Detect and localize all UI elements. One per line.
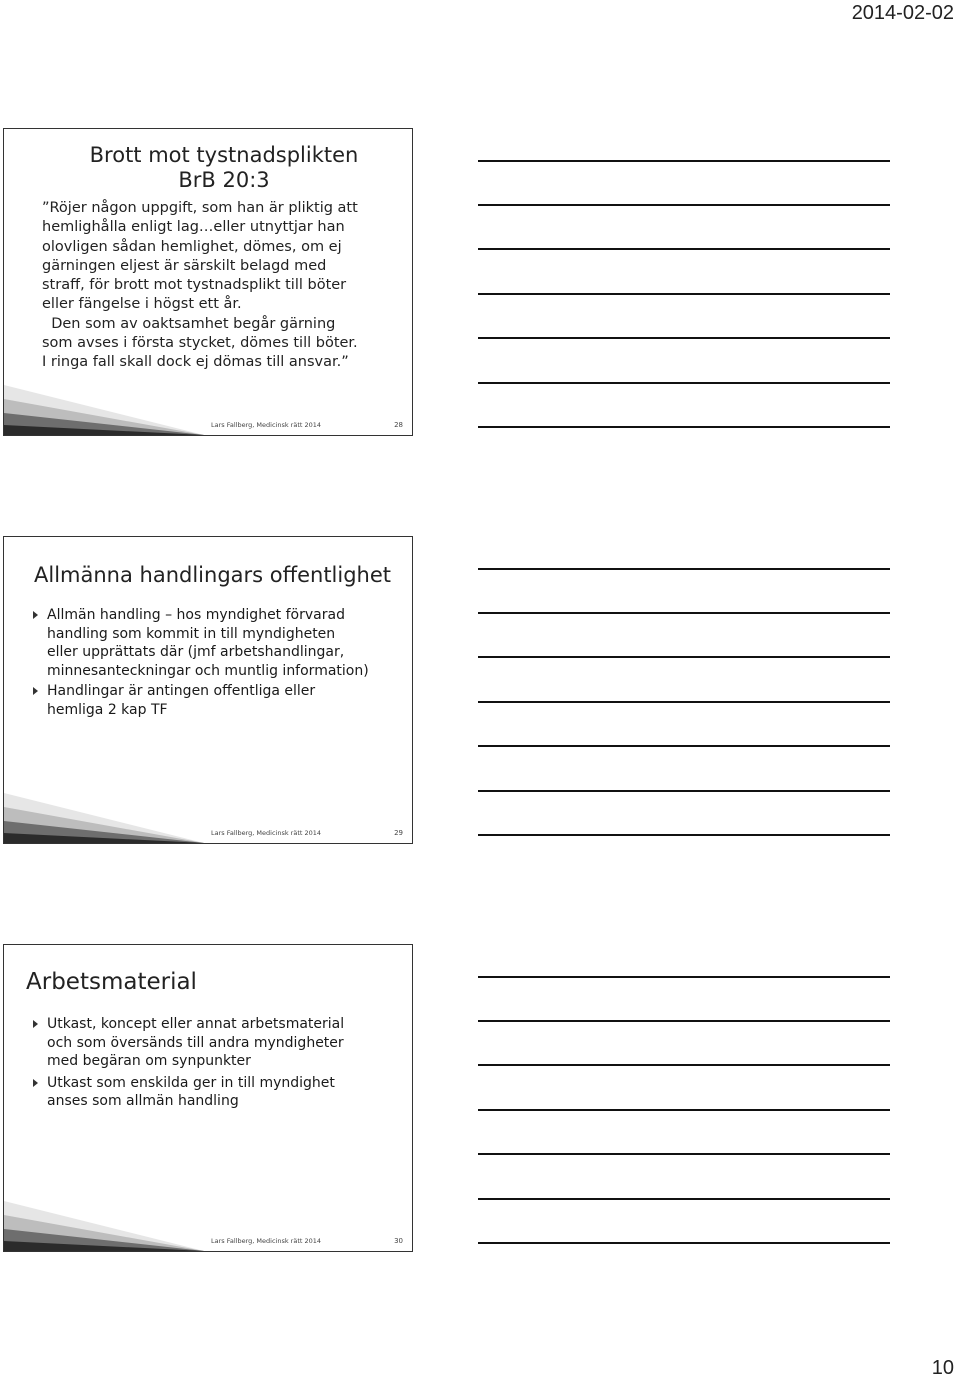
bullet-line: anses som allmän handling (47, 1093, 239, 1109)
slide-footer: Lars Fallberg, Medicinsk rätt 2014 (211, 421, 322, 429)
list-item (30, 1074, 380, 1111)
slide-28 (3, 128, 413, 436)
bullet-line: hemliga 2 kap TF (47, 701, 168, 718)
note-line (478, 745, 890, 747)
triangle-bullet-icon (33, 611, 38, 619)
note-line (478, 293, 890, 295)
note-line (478, 790, 890, 792)
slide-footer: Lars Fallberg, Medicinsk rätt 2014 (211, 1237, 322, 1245)
slide-title (4, 143, 413, 193)
quote-line: ”Röjer någon uppgift, som han är pliktig att (42, 200, 358, 216)
note-line (478, 382, 890, 384)
bullet-list (30, 606, 380, 719)
bullet-line: och som översänds till andra myndigheter (47, 1034, 344, 1051)
slide-29 (3, 536, 413, 844)
slide-number: 29 (394, 829, 403, 837)
quote-line: hemlighålla enligt lag…eller utnyttjar han (42, 219, 345, 236)
note-line (478, 1153, 890, 1155)
note-line (478, 426, 890, 428)
slide-title: Allmänna handlingars offentlighet (34, 563, 392, 587)
triangle-bullet-icon (33, 1079, 38, 1087)
bullet-line: minnesanteckningar och muntlig information) (47, 662, 369, 679)
quote-line: straff, för brott mot tystnadsplikt till böter (42, 277, 347, 294)
title-line-1: Brott mot tystnadsplikten (89, 143, 359, 167)
title-line-2: BrB 20:3 (178, 168, 270, 192)
page-date: 2014-02-02 (851, 2, 954, 24)
bullet-list (30, 1015, 380, 1111)
note-line (478, 976, 890, 978)
note-line (478, 1109, 890, 1111)
note-line (478, 160, 890, 162)
list-item (30, 1015, 380, 1071)
slide-number: 28 (394, 421, 403, 429)
quote-line: eller fängelse i högst ett år. (42, 296, 242, 313)
bullet-line: Utkast som enskilda ger in till myndighet (47, 1074, 335, 1091)
quote-line: gärningen eljest är särskilt belagd med (42, 257, 327, 274)
note-line (478, 656, 890, 658)
note-line (478, 834, 890, 836)
note-line (478, 337, 890, 339)
slide-number: 30 (394, 1237, 403, 1245)
quote-line: I ringa fall skall dock ej dömas till ansvar.” (42, 354, 349, 371)
slide-footer: Lars Fallberg, Medicinsk rätt 2014 (211, 829, 322, 837)
note-line (478, 1198, 890, 1200)
quote-line: olovligen sådan hemlighet, dömes, om ej (42, 238, 342, 255)
note-line (478, 568, 890, 570)
quote-line: som avses i första stycket, dömes till böter. (42, 335, 358, 352)
triangle-bullet-icon (33, 1020, 38, 1028)
bullet-line: Handlingar är antingen offentliga eller (47, 683, 316, 699)
bullet-line: Utkast, koncept eller annat arbetsmaterial (47, 1016, 345, 1032)
triangle-bullet-icon (33, 687, 38, 695)
note-line (478, 1020, 890, 1022)
corner-decoration (4, 793, 204, 843)
bullet-line: eller upprättats där (jmf arbetshandlingar, (47, 644, 345, 660)
note-line (478, 1242, 890, 1244)
slide-30 (3, 944, 413, 1252)
list-item (30, 606, 380, 680)
bullet-line: handling som kommit in till myndigheten (47, 625, 336, 642)
quote-line: Den som av oaktsamhet begår gärning (42, 315, 336, 332)
note-line (478, 1064, 890, 1066)
note-line (478, 612, 890, 614)
slide-title: Arbetsmaterial (26, 969, 197, 995)
page-number: 10 (931, 1357, 954, 1379)
corner-decoration (4, 1201, 204, 1251)
corner-decoration (4, 385, 204, 435)
note-line (478, 204, 890, 206)
bullet-line: Allmän handling – hos myndighet förvarad (47, 607, 345, 623)
quote-text (42, 199, 392, 373)
list-item (30, 682, 380, 719)
note-line (478, 701, 890, 703)
bullet-line: med begäran om synpunkter (47, 1053, 251, 1069)
note-line (478, 248, 890, 250)
